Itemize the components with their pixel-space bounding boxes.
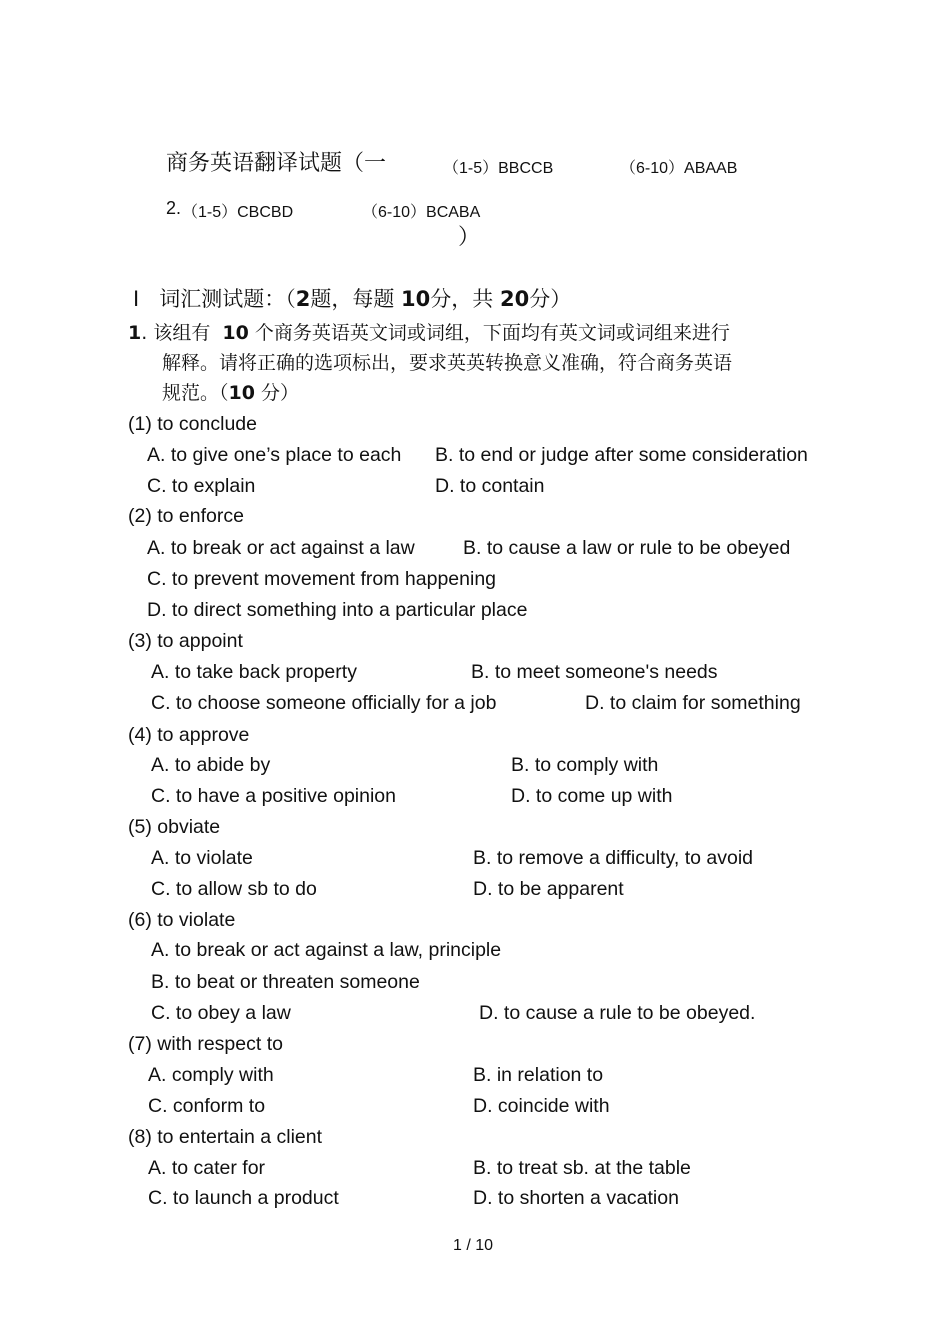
question-label: (4) to approve (128, 724, 250, 746)
section-text: 分） (529, 287, 572, 311)
section-total: 20 (499, 287, 530, 311)
option-a: A. to cater for (148, 1157, 266, 1179)
option-c: C. to choose someone officially for a job (151, 692, 497, 714)
answer-key-2-number: 2. (166, 198, 182, 218)
option-a: A. to give one’s place to each (147, 444, 402, 466)
instruction-line-1 (128, 318, 730, 345)
instruction-text: 规范。（ (162, 382, 229, 404)
option-c: C. to obey a law (151, 1002, 291, 1024)
option-c: C. to have a positive opinion (151, 785, 396, 807)
instruction-text: 个商务英语英文词或词组，下面均有英文词或词组来进行 (254, 322, 730, 344)
answer-key-2-part-2: （6-10）BCABA (362, 204, 481, 221)
option-b: B. to comply with (511, 754, 659, 776)
section-text: 分，共 (430, 287, 494, 311)
question-label: (5) obviate (128, 816, 221, 838)
option-a: A. comply with (148, 1064, 274, 1086)
option-d: D. to shorten a vacation (473, 1187, 679, 1209)
section-numeral: Ⅰ (133, 287, 140, 311)
option-a: A. to take back property (151, 661, 357, 683)
section-text: 题，每题 (310, 287, 395, 311)
option-b: B. to beat or threaten someone (151, 971, 420, 993)
option-c: C. to explain (147, 475, 256, 497)
question-label: (1) to conclude (128, 413, 257, 435)
answer-key-2-part-1: （1-5）CBCBD (182, 204, 294, 221)
question-label: (7) with respect to (128, 1033, 283, 1055)
question-label: (8) to entertain a client (128, 1126, 323, 1148)
option-d: D. to contain (435, 475, 545, 497)
option-a: A. to abide by (151, 754, 271, 776)
question-label: (3) to appoint (128, 630, 243, 652)
option-d: D. to direct something into a particular place (147, 599, 528, 621)
instruction-text: . 该组有 (141, 322, 211, 344)
option-a: A. to break or act against a law (147, 537, 415, 559)
section-count: 2 (295, 287, 311, 311)
question-label: (2) to enforce (128, 505, 244, 527)
instruction-line-2: 解释。请将正确的选项标出，要求英英转换意义准确，符合商务英语 (162, 352, 733, 374)
page-title: 商务英语翻译试题（一 (166, 151, 387, 176)
instruction-points: 10 (228, 382, 255, 404)
option-a: A. to violate (151, 847, 253, 869)
question-label: (6) to violate (128, 909, 236, 931)
instruction-text: 分） (261, 382, 300, 404)
section-heading (133, 283, 571, 313)
option-b: B. to end or judge after some consideration (435, 444, 808, 466)
option-b: B. to cause a law or rule to be obeyed (463, 537, 791, 559)
option-c: C. to prevent movement from happening (147, 568, 497, 590)
option-c: C. conform to (148, 1095, 266, 1117)
option-d: D. to come up with (511, 785, 673, 807)
option-b: B. to remove a difficulty, to avoid (473, 847, 753, 869)
title-close-paren: ） (458, 225, 481, 250)
option-c: C. to allow sb to do (151, 878, 317, 900)
option-b: B. to treat sb. at the table (473, 1157, 691, 1179)
option-d: D. to be apparent (473, 878, 624, 900)
section-text: 词汇测试题：（ (159, 287, 296, 311)
option-b: B. to meet someone's needs (471, 661, 718, 683)
option-d: D. to cause a rule to be obeyed. (479, 1002, 756, 1024)
instruction-number: 1 (128, 322, 142, 344)
instruction-line-3 (162, 378, 299, 405)
option-d: D. to claim for something (585, 692, 801, 714)
answer-key-1-part-2: （6-10）ABAAB (620, 160, 738, 177)
option-d: D. coincide with (473, 1095, 610, 1117)
option-c: C. to launch a product (148, 1187, 339, 1209)
option-a: A. to break or act against a law, principle (151, 939, 502, 961)
section-points: 10 (401, 287, 431, 311)
answer-key-1-part-1: （1-5）BBCCB (443, 160, 554, 177)
page-number: 1 / 10 (453, 1237, 494, 1254)
option-b: B. in relation to (473, 1064, 604, 1086)
instruction-count: 10 (222, 322, 249, 344)
